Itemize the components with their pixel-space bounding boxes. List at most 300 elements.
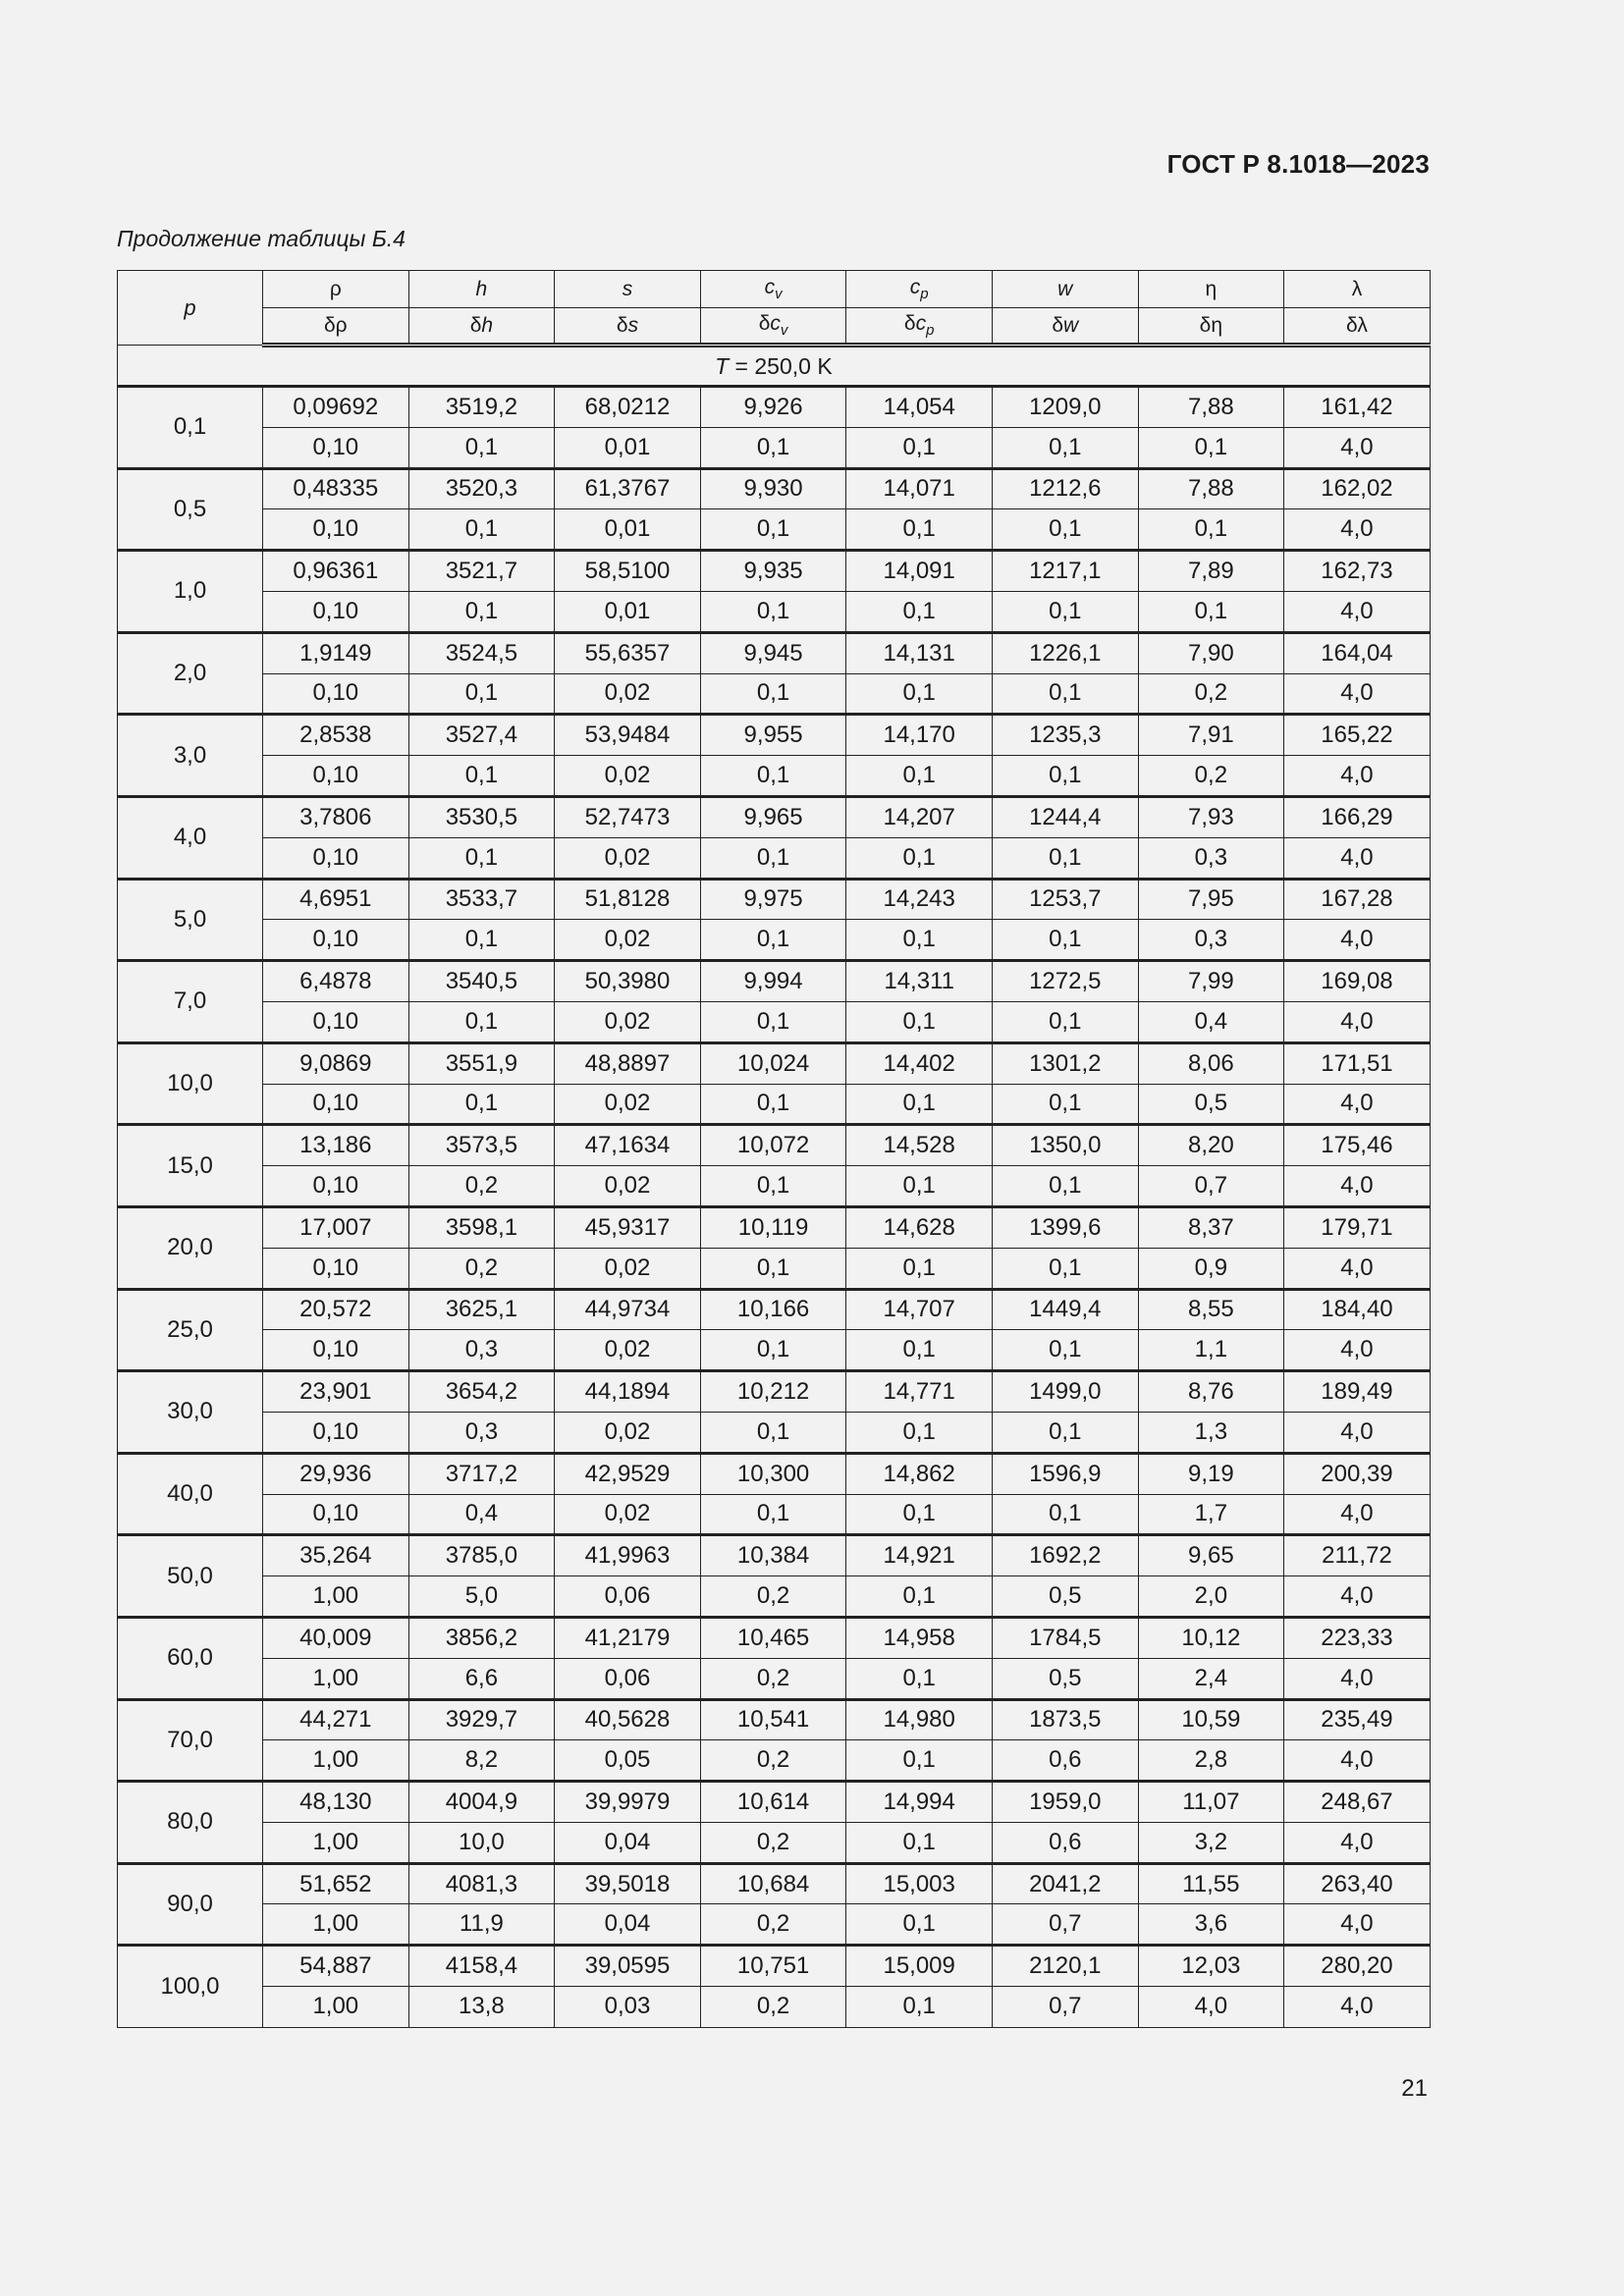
pressure-cell: 100,0	[118, 1946, 263, 2028]
uncertainty-cell: 0,1	[1138, 509, 1284, 551]
value-cell: 14,994	[846, 1782, 993, 1823]
value-cell: 235,49	[1284, 1699, 1431, 1740]
uncertainty-cell: 0,1	[1138, 427, 1284, 468]
uncertainty-cell: 0,10	[263, 509, 409, 551]
value-cell: 7,99	[1138, 961, 1284, 1002]
value-cell: 1272,5	[992, 961, 1138, 1002]
value-cell: 1959,0	[992, 1782, 1138, 1823]
pressure-cell: 5,0	[118, 879, 263, 961]
pressure-cell: 3,0	[118, 715, 263, 797]
uncertainty-cell: 0,1	[846, 920, 993, 961]
value-cell: 14,980	[846, 1699, 993, 1740]
uncertainty-cell: 0,10	[263, 1248, 409, 1289]
value-cell: 184,40	[1284, 1289, 1431, 1330]
uncertainty-cell: 13,8	[408, 1987, 555, 2028]
uncertainty-symbol: c	[915, 312, 927, 335]
uncertainty-symbol: λ	[1357, 313, 1368, 337]
table-row-uncertainty	[118, 837, 1431, 879]
value-cell: 1217,1	[992, 551, 1138, 592]
uncertainty-symbol: h	[481, 313, 494, 337]
value-cell: 162,02	[1284, 468, 1431, 509]
value-cell: 0,48335	[263, 468, 409, 509]
uncertainty-cell: 0,10	[263, 1412, 409, 1453]
value-cell: 13,186	[263, 1125, 409, 1166]
uncertainty-cell: 0,02	[555, 1330, 701, 1371]
uncertainty-cell: 0,1	[992, 1330, 1138, 1371]
table-row-uncertainty	[118, 1412, 1431, 1453]
uncertainty-cell: 0,1	[846, 1001, 993, 1042]
table-row	[118, 1946, 1431, 1987]
value-cell: 10,684	[700, 1863, 846, 1904]
value-cell: 0,96361	[263, 551, 409, 592]
uncertainty-symbol: η	[1211, 313, 1223, 337]
uncertainty-cell: 4,0	[1284, 1822, 1431, 1863]
uncertainty-cell: 4,0	[1284, 427, 1431, 468]
column-symbol: w	[1057, 277, 1073, 300]
uncertainty-cell: 0,1	[846, 1412, 993, 1453]
uncertainty-cell: 0,1	[700, 1166, 846, 1207]
uncertainty-cell: 0,9	[1138, 1248, 1284, 1289]
value-cell: 3521,7	[408, 551, 555, 592]
value-cell: 1350,0	[992, 1125, 1138, 1166]
uncertainty-cell: 4,0	[1284, 509, 1431, 551]
table-row-uncertainty	[118, 920, 1431, 961]
value-cell: 1212,6	[992, 468, 1138, 509]
value-cell: 14,071	[846, 468, 993, 509]
uncertainty-symbol: w	[1063, 313, 1079, 337]
value-cell: 280,20	[1284, 1946, 1431, 1987]
uncertainty-cell: 0,1	[846, 1084, 993, 1125]
value-cell: 9,975	[700, 879, 846, 920]
uncertainty-cell: 0,1	[700, 1330, 846, 1371]
uncertainty-cell: 0,2	[408, 1248, 555, 1289]
value-cell: 1226,1	[992, 632, 1138, 673]
uncertainty-cell: 0,1	[846, 1822, 993, 1863]
pressure-cell: 10,0	[118, 1042, 263, 1125]
uncertainty-cell: 1,3	[1138, 1412, 1284, 1453]
uncertainty-cell: 0,02	[555, 1494, 701, 1535]
value-cell: 52,7473	[555, 796, 701, 837]
pressure-cell: 50,0	[118, 1535, 263, 1618]
table-row	[118, 387, 1431, 428]
uncertainty-cell: 0,1	[700, 509, 846, 551]
value-cell: 8,06	[1138, 1042, 1284, 1084]
uncertainty-cell: 0,1	[1138, 591, 1284, 632]
uncertainty-cell: 0,01	[555, 591, 701, 632]
column-subscript: p	[920, 286, 929, 302]
uncertainty-cell: 10,0	[408, 1822, 555, 1863]
table-row	[118, 1042, 1431, 1084]
uncertainty-cell: 0,1	[846, 1658, 993, 1699]
uncertainty-cell: 0,02	[555, 1412, 701, 1453]
value-cell: 17,007	[263, 1206, 409, 1248]
delta-prefix: δ	[616, 313, 628, 337]
table-row	[118, 468, 1431, 509]
value-cell: 12,03	[1138, 1946, 1284, 1987]
uncertainty-cell: 0,4	[1138, 1001, 1284, 1042]
uncertainty-cell: 0,3	[408, 1330, 555, 1371]
value-cell: 1209,0	[992, 387, 1138, 428]
uncertainty-cell: 0,5	[992, 1576, 1138, 1618]
value-cell: 40,009	[263, 1617, 409, 1658]
uncertainty-cell: 0,10	[263, 1494, 409, 1535]
value-cell: 3654,2	[408, 1371, 555, 1413]
value-cell: 10,119	[700, 1206, 846, 1248]
uncertainty-cell: 0,2	[700, 1904, 846, 1946]
value-cell: 9,930	[700, 468, 846, 509]
uncertainty-cell: 0,1	[992, 1166, 1138, 1207]
uncertainty-cell: 0,1	[846, 509, 993, 551]
uncertainty-cell: 1,00	[263, 1904, 409, 1946]
value-cell: 40,5628	[555, 1699, 701, 1740]
column-header	[1284, 271, 1431, 308]
table-row	[118, 1535, 1431, 1576]
uncertainty-cell: 0,1	[408, 920, 555, 961]
uncertainty-cell: 3,2	[1138, 1822, 1284, 1863]
value-cell: 39,9979	[555, 1782, 701, 1823]
value-cell: 51,652	[263, 1863, 409, 1904]
table-row-uncertainty	[118, 1084, 1431, 1125]
uncertainty-cell: 4,0	[1284, 1001, 1431, 1042]
value-cell: 3533,7	[408, 879, 555, 920]
value-cell: 1596,9	[992, 1453, 1138, 1494]
uncertainty-cell: 0,1	[992, 1412, 1138, 1453]
table-row-uncertainty	[118, 1987, 1431, 2028]
value-cell: 14,091	[846, 551, 993, 592]
value-cell: 3519,2	[408, 387, 555, 428]
uncertainty-cell: 0,1	[992, 1001, 1138, 1042]
uncertainty-cell: 0,1	[700, 673, 846, 715]
uncertainty-symbol: s	[627, 313, 639, 337]
table-row-uncertainty	[118, 427, 1431, 468]
table-row	[118, 1206, 1431, 1248]
table-caption: Продолжение таблицы Б.4	[117, 226, 406, 251]
uncertainty-cell: 0,1	[408, 427, 555, 468]
value-cell: 179,71	[1284, 1206, 1431, 1248]
uncertainty-cell: 4,0	[1284, 1904, 1431, 1946]
value-cell: 14,921	[846, 1535, 993, 1576]
value-cell: 9,926	[700, 387, 846, 428]
table-row-uncertainty	[118, 1904, 1431, 1946]
uncertainty-cell: 0,5	[992, 1658, 1138, 1699]
uncertainty-cell: 0,1	[700, 591, 846, 632]
pressure-cell: 7,0	[118, 961, 263, 1043]
value-cell: 10,300	[700, 1453, 846, 1494]
uncertainty-cell: 0,10	[263, 673, 409, 715]
uncertainty-cell: 0,3	[1138, 837, 1284, 879]
value-cell: 10,072	[700, 1125, 846, 1166]
value-cell: 9,965	[700, 796, 846, 837]
uncertainty-cell: 0,04	[555, 1822, 701, 1863]
value-cell: 0,09692	[263, 387, 409, 428]
table-row	[118, 796, 1431, 837]
uncertainty-cell: 0,02	[555, 837, 701, 879]
delta-prefix: δ	[1346, 313, 1358, 337]
value-cell: 7,95	[1138, 879, 1284, 920]
value-cell: 169,08	[1284, 961, 1431, 1002]
uncertainty-cell: 0,2	[1138, 756, 1284, 797]
uncertainty-cell: 0,02	[555, 1248, 701, 1289]
uncertainty-cell: 4,0	[1284, 1740, 1431, 1782]
temperature-value: = 250,0 K	[729, 352, 833, 379]
uncertainty-cell: 0,1	[408, 1084, 555, 1125]
uncertainty-cell: 0,1	[846, 1330, 993, 1371]
uncertainty-cell: 1,00	[263, 1822, 409, 1863]
column-symbol: c	[764, 276, 776, 298]
value-cell: 54,887	[263, 1946, 409, 1987]
value-cell: 41,9963	[555, 1535, 701, 1576]
value-cell: 189,49	[1284, 1371, 1431, 1413]
uncertainty-cell: 4,0	[1138, 1987, 1284, 2028]
value-cell: 14,771	[846, 1371, 993, 1413]
value-cell: 8,20	[1138, 1125, 1284, 1166]
delta-prefix: δ	[323, 313, 336, 337]
header-row-quantities	[118, 271, 1431, 308]
pressure-cell: 1,0	[118, 551, 263, 633]
uncertainty-cell: 0,06	[555, 1658, 701, 1699]
table-row	[118, 551, 1431, 592]
uncertainty-cell: 2,0	[1138, 1576, 1284, 1618]
value-cell: 9,955	[700, 715, 846, 756]
value-cell: 7,88	[1138, 468, 1284, 509]
table-row-uncertainty	[118, 1658, 1431, 1699]
value-cell: 164,04	[1284, 632, 1431, 673]
uncertainty-cell: 0,1	[408, 837, 555, 879]
value-cell: 9,0869	[263, 1042, 409, 1084]
uncertainty-cell: 0,1	[408, 591, 555, 632]
value-cell: 39,0595	[555, 1946, 701, 1987]
value-cell: 7,93	[1138, 796, 1284, 837]
uncertainty-cell: 1,1	[1138, 1330, 1284, 1371]
uncertainty-cell: 0,2	[700, 1576, 846, 1618]
value-cell: 2120,1	[992, 1946, 1138, 1987]
uncertainty-cell: 0,1	[846, 837, 993, 879]
value-cell: 10,59	[1138, 1699, 1284, 1740]
pressure-cell: 40,0	[118, 1453, 263, 1535]
value-cell: 9,945	[700, 632, 846, 673]
value-cell: 3929,7	[408, 1699, 555, 1740]
value-cell: 10,465	[700, 1617, 846, 1658]
table-row	[118, 879, 1431, 920]
uncertainty-header	[700, 308, 846, 346]
value-cell: 20,572	[263, 1289, 409, 1330]
uncertainty-cell: 0,1	[700, 920, 846, 961]
value-cell: 29,936	[263, 1453, 409, 1494]
pressure-cell: 25,0	[118, 1289, 263, 1371]
uncertainty-cell: 0,1	[992, 920, 1138, 961]
uncertainty-cell: 0,2	[700, 1822, 846, 1863]
uncertainty-cell: 0,1	[992, 1248, 1138, 1289]
column-symbol: h	[475, 277, 488, 300]
uncertainty-symbol: ρ	[335, 313, 348, 337]
table-row	[118, 1453, 1431, 1494]
value-cell: 9,994	[700, 961, 846, 1002]
value-cell: 61,3767	[555, 468, 701, 509]
value-cell: 6,4878	[263, 961, 409, 1002]
value-cell: 2,8538	[263, 715, 409, 756]
uncertainty-cell: 0,02	[555, 1084, 701, 1125]
value-cell: 162,73	[1284, 551, 1431, 592]
value-cell: 3625,1	[408, 1289, 555, 1330]
table-row-uncertainty	[118, 509, 1431, 551]
value-cell: 1784,5	[992, 1617, 1138, 1658]
value-cell: 1499,0	[992, 1371, 1138, 1413]
delta-prefix: δ	[1052, 313, 1064, 337]
pressure-cell: 0,1	[118, 387, 263, 469]
value-cell: 1235,3	[992, 715, 1138, 756]
uncertainty-header	[263, 308, 409, 346]
value-cell: 68,0212	[555, 387, 701, 428]
page-number: 21	[1401, 2075, 1428, 2102]
uncertainty-header	[1284, 308, 1431, 346]
value-cell: 58,5100	[555, 551, 701, 592]
uncertainty-cell: 0,1	[846, 591, 993, 632]
uncertainty-cell: 0,1	[992, 673, 1138, 715]
uncertainty-subscript: p	[926, 322, 935, 339]
table-row	[118, 632, 1431, 673]
value-cell: 14,170	[846, 715, 993, 756]
uncertainty-cell: 0,1	[408, 673, 555, 715]
uncertainty-cell: 5,0	[408, 1576, 555, 1618]
uncertainty-cell: 0,10	[263, 920, 409, 961]
value-cell: 51,8128	[555, 879, 701, 920]
uncertainty-cell: 4,0	[1284, 673, 1431, 715]
value-cell: 3,7806	[263, 796, 409, 837]
uncertainty-cell: 0,05	[555, 1740, 701, 1782]
table-row	[118, 1289, 1431, 1330]
uncertainty-cell: 0,02	[555, 1166, 701, 1207]
pressure-cell: 20,0	[118, 1206, 263, 1289]
uncertainty-cell: 0,1	[700, 837, 846, 879]
uncertainty-cell: 0,02	[555, 673, 701, 715]
value-cell: 48,130	[263, 1782, 409, 1823]
value-cell: 3573,5	[408, 1125, 555, 1166]
column-symbol: η	[1205, 277, 1218, 300]
uncertainty-cell: 0,1	[846, 1248, 993, 1289]
value-cell: 1253,7	[992, 879, 1138, 920]
table-row-uncertainty	[118, 1822, 1431, 1863]
table-row-uncertainty	[118, 1248, 1431, 1289]
uncertainty-cell: 0,2	[1138, 673, 1284, 715]
value-cell: 11,55	[1138, 1863, 1284, 1904]
uncertainty-cell: 0,2	[700, 1987, 846, 2028]
value-cell: 161,42	[1284, 387, 1431, 428]
pressure-cell: 80,0	[118, 1782, 263, 1864]
uncertainty-header	[992, 308, 1138, 346]
column-symbol: λ	[1351, 277, 1363, 300]
delta-prefix: δ	[469, 313, 482, 337]
uncertainty-cell: 0,10	[263, 1084, 409, 1125]
value-cell: 1873,5	[992, 1699, 1138, 1740]
value-cell: 9,65	[1138, 1535, 1284, 1576]
value-cell: 7,90	[1138, 632, 1284, 673]
value-cell: 10,166	[700, 1289, 846, 1330]
column-header	[1138, 271, 1284, 308]
value-cell: 41,2179	[555, 1617, 701, 1658]
value-cell: 7,89	[1138, 551, 1284, 592]
uncertainty-cell: 0,1	[846, 1494, 993, 1535]
pressure-cell: 90,0	[118, 1863, 263, 1946]
column-header	[992, 271, 1138, 308]
value-cell: 14,862	[846, 1453, 993, 1494]
value-cell: 7,91	[1138, 715, 1284, 756]
uncertainty-cell: 0,01	[555, 509, 701, 551]
value-cell: 1301,2	[992, 1042, 1138, 1084]
value-cell: 8,55	[1138, 1289, 1284, 1330]
uncertainty-cell: 0,2	[700, 1658, 846, 1699]
value-cell: 200,39	[1284, 1453, 1431, 1494]
value-cell: 10,614	[700, 1782, 846, 1823]
uncertainty-cell: 0,1	[408, 1001, 555, 1042]
value-cell: 3598,1	[408, 1206, 555, 1248]
uncertainty-cell: 1,00	[263, 1740, 409, 1782]
value-cell: 3785,0	[408, 1535, 555, 1576]
value-cell: 175,46	[1284, 1125, 1431, 1166]
value-cell: 10,751	[700, 1946, 846, 1987]
value-cell: 39,5018	[555, 1863, 701, 1904]
value-cell: 23,901	[263, 1371, 409, 1413]
uncertainty-cell: 0,4	[408, 1494, 555, 1535]
table-row-uncertainty	[118, 1166, 1431, 1207]
uncertainty-cell: 2,4	[1138, 1658, 1284, 1699]
value-cell: 44,271	[263, 1699, 409, 1740]
value-cell: 3717,2	[408, 1453, 555, 1494]
uncertainty-cell: 0,1	[992, 756, 1138, 797]
value-cell: 44,1894	[555, 1371, 701, 1413]
value-cell: 3520,3	[408, 468, 555, 509]
value-cell: 14,243	[846, 879, 993, 920]
uncertainty-cell: 3,6	[1138, 1904, 1284, 1946]
value-cell: 10,12	[1138, 1617, 1284, 1658]
uncertainty-cell: 4,0	[1284, 756, 1431, 797]
uncertainty-cell: 1,00	[263, 1987, 409, 2028]
uncertainty-cell: 0,03	[555, 1987, 701, 2028]
value-cell: 3856,2	[408, 1617, 555, 1658]
value-cell: 14,958	[846, 1617, 993, 1658]
table-row-uncertainty	[118, 1330, 1431, 1371]
value-cell: 44,9734	[555, 1289, 701, 1330]
value-cell: 48,8897	[555, 1042, 701, 1084]
uncertainty-cell: 0,1	[846, 1166, 993, 1207]
value-cell: 35,264	[263, 1535, 409, 1576]
value-cell: 14,311	[846, 961, 993, 1002]
value-cell: 3524,5	[408, 632, 555, 673]
value-cell: 10,384	[700, 1535, 846, 1576]
value-cell: 10,212	[700, 1371, 846, 1413]
uncertainty-cell: 0,7	[992, 1987, 1138, 2028]
uncertainty-cell: 0,10	[263, 1166, 409, 1207]
pressure-column-header: p	[118, 271, 263, 346]
uncertainty-cell: 0,7	[992, 1904, 1138, 1946]
uncertainty-cell: 4,0	[1284, 1166, 1431, 1207]
uncertainty-cell: 0,02	[555, 1001, 701, 1042]
uncertainty-cell: 0,02	[555, 756, 701, 797]
value-cell: 10,024	[700, 1042, 846, 1084]
value-cell: 14,402	[846, 1042, 993, 1084]
value-cell: 3530,5	[408, 796, 555, 837]
uncertainty-cell: 0,10	[263, 1001, 409, 1042]
uncertainty-header	[1138, 308, 1284, 346]
uncertainty-cell: 0,1	[846, 1576, 993, 1618]
value-cell: 50,3980	[555, 961, 701, 1002]
uncertainty-cell: 0,1	[992, 1084, 1138, 1125]
value-cell: 8,37	[1138, 1206, 1284, 1248]
column-header	[700, 271, 846, 308]
value-cell: 9,19	[1138, 1453, 1284, 1494]
value-cell: 171,51	[1284, 1042, 1431, 1084]
value-cell: 1,9149	[263, 632, 409, 673]
uncertainty-cell: 0,1	[992, 1494, 1138, 1535]
